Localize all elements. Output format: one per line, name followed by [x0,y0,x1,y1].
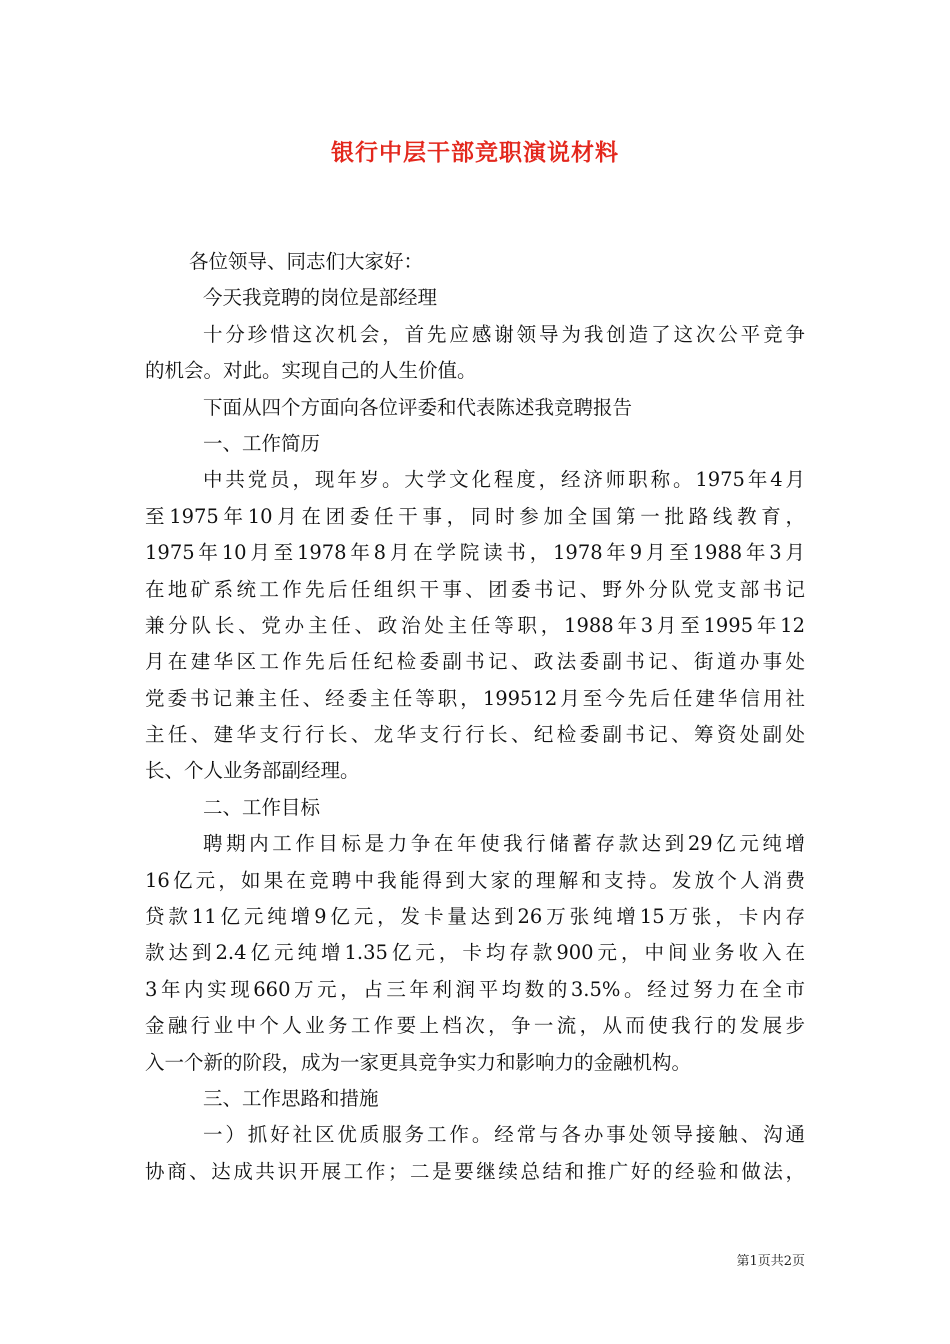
paragraph-line: 16亿元，如果在竞聘中我能得到大家的理解和支持。发放个人消费 [145,868,805,892]
section-heading: 二、工作目标 [203,795,321,819]
section-heading: 一、工作简历 [203,431,321,455]
document-title: 银行中层干部竞职演说材料 [331,139,619,166]
paragraph-line: 主任、建华支行行长、龙华支行行长、纪检委副书记、筹资处副处 [145,723,805,747]
paragraph-line: 一）抓好社区优质服务工作。经常与各办事处领导接触、沟通 [203,1123,805,1147]
paragraph-line: 下面从四个方面向各位评委和代表陈述我竞聘报告 [203,395,633,419]
document-body [145,244,805,1190]
paragraph-line: 1975年10月至1978年8月在学院读书，1978年9月至1988年3月 [145,541,805,565]
paragraph-line: 协商、达成共识开展工作；二是要继续总结和推广好的经验和做法， [145,1159,805,1183]
paragraph-line: 入一个新的阶段，成为一家更具竞争实力和影响力的金融机构。 [145,1050,692,1074]
paragraph-line: 款达到2.4亿元纯增1.35亿元，卡均存款900元，中间业务收入在 [145,941,805,965]
paragraph-line: 十分珍惜这次机会，首先应感谢领导为我创造了这次公平竞争 [203,322,805,346]
paragraph-line: 长、个人业务部副经理。 [145,759,360,783]
paragraph-line: 金融行业中个人业务工作要上档次，争一流，从而使我行的发展步 [145,1014,805,1038]
paragraph-line: 贷款11亿元纯增9亿元，发卡量达到26万张纯增15万张，卡内存 [145,905,805,929]
paragraph-line: 至1975年10月在团委任干事，同时参加全国第一批路线教育， [145,504,805,528]
paragraph-line: 今天我竞聘的岗位是部经理 [203,286,438,310]
paragraph-line: 3年内实现660万元，占三年利润平均数的3.5%。经过努力在全市 [145,977,805,1001]
paragraph-line: 中共党员，现年岁。大学文化程度，经济师职称。1975年4月 [203,468,805,492]
paragraph-line: 兼分队长、党办主任、政治处主任等职，1988年3月至1995年12 [145,613,805,637]
paragraph-line: 党委书记兼主任、经委主任等职，199512月至今先后任建华信用社 [145,686,805,710]
section-heading: 三、工作思路和措施 [203,1086,379,1110]
paragraph-line: 的机会。对此。实现自己的人生价值。 [145,359,477,383]
page-number: 第1页共2页 [736,1254,805,1269]
paragraph-line: 聘期内工作目标是力争在年使我行储蓄存款达到29亿元纯增 [203,832,805,856]
paragraph-line: 在地矿系统工作先后任组织干事、团委书记、野外分队党支部书记 [145,577,805,601]
greeting-line: 各位领导、同志们大家好： [189,250,424,273]
paragraph-line: 月在建华区工作先后任纪检委副书记、政法委副书记、街道办事处 [145,650,805,674]
